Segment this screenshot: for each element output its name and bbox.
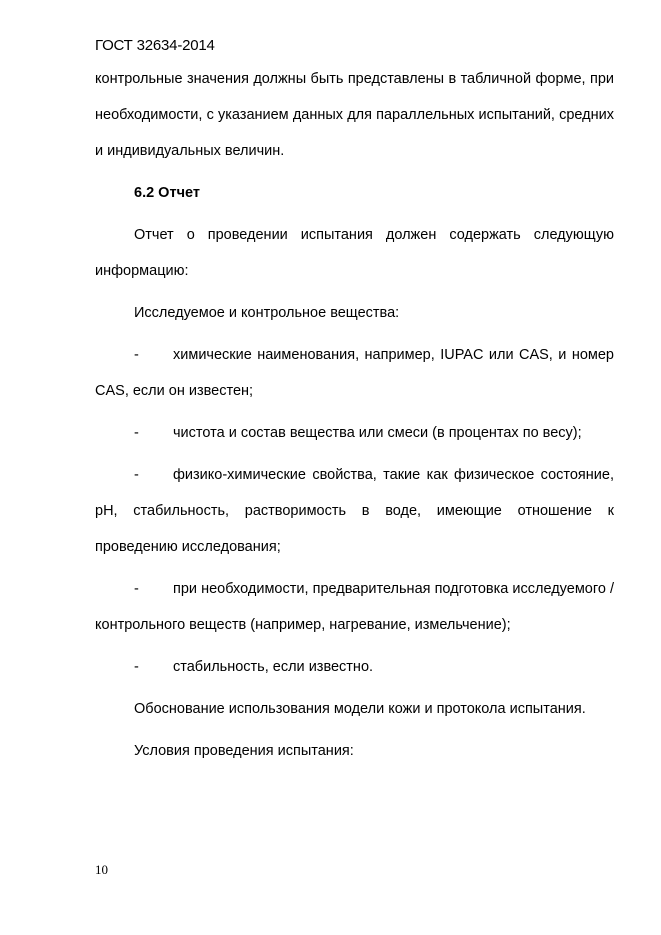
paragraph-substances-label: Исследуемое и контрольное вещества: xyxy=(134,305,400,321)
list-item xyxy=(95,571,614,643)
paragraph-report-intro: Отчет о проведении испытания должен содержать следующую информацию: xyxy=(95,227,614,279)
list-item xyxy=(95,649,614,685)
list-item xyxy=(95,415,614,451)
list-dash: - xyxy=(134,467,139,483)
list-dash: - xyxy=(134,347,139,363)
list-item-text: химические наименования, например, IUPAC или CAS, и номер CAS, если он известен; xyxy=(95,347,614,399)
list-item-text: чистота и состав вещества или смеси (в процентах по весу); xyxy=(173,425,582,441)
page-number: 10 xyxy=(95,862,108,877)
list-item xyxy=(95,457,614,565)
section-heading: 6.2 Отчет xyxy=(134,185,200,201)
list-item-text: стабильность, если известно. xyxy=(173,659,374,675)
document-code-header: ГОСТ 32634-2014 xyxy=(95,37,215,54)
list-item xyxy=(95,337,614,409)
list-dash: - xyxy=(134,581,139,597)
list-dash: - xyxy=(134,659,139,675)
paragraph-model-justification: Обоснование использования модели кожи и протокола испытания. xyxy=(134,701,586,717)
list-item-text: физико-химические свойства, такие как физическое состояние, pH, стабильность, растворимость в воде, имеющие отношение к проведению исследования; xyxy=(95,467,614,555)
substance-requirements-list xyxy=(95,337,614,685)
list-dash: - xyxy=(134,425,139,441)
paragraph-test-conditions: Условия проведения испытания: xyxy=(134,743,354,759)
document-body xyxy=(95,61,614,775)
list-item-text: при необходимости, предварительная подготовка исследуемого / контрольного веществ (например, нагревание, измельчение); xyxy=(95,581,614,633)
paragraph-continuation: контрольные значения должны быть представлены в табличной форме, при необходимости, с указанием данных для параллельных испытаний, средних и индивидуальных величин. xyxy=(95,71,614,159)
